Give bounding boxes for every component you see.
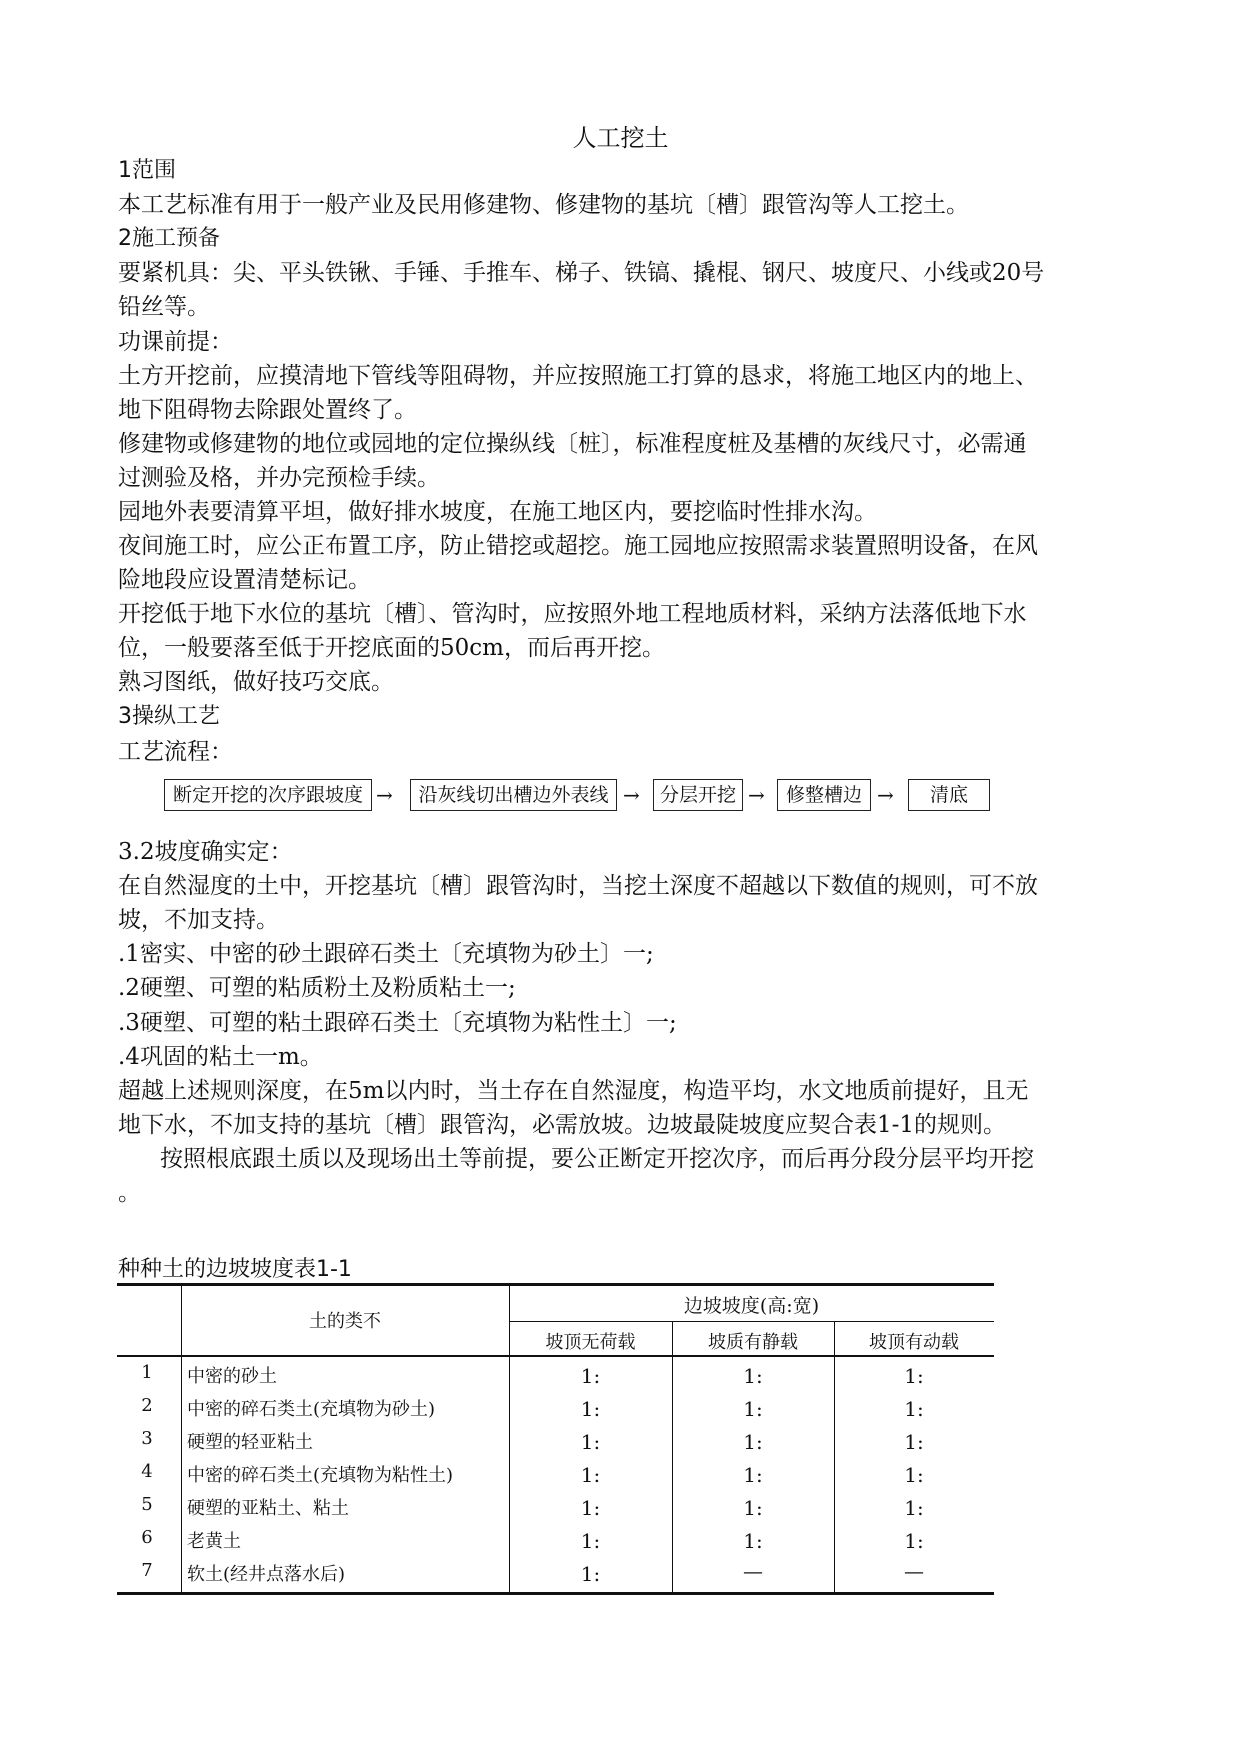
flow-arrow-4: → bbox=[877, 783, 894, 807]
paragraph-5-line-2: 位，一般要落至低于开挖底面的50cm，而后再开挖。 bbox=[118, 635, 665, 661]
table-row-value: 1: bbox=[904, 1463, 924, 1487]
table-row-no: 6 bbox=[141, 1527, 153, 1548]
section-1-text: 本工艺标准有用于一般产业及民用修建物、修建物的基坑〔槽〕跟管沟等人工挖土。 bbox=[118, 192, 969, 218]
flow-step-2: 沿灰线切出槽边外表线 bbox=[410, 779, 617, 811]
flow-arrow-1: → bbox=[376, 783, 393, 807]
table-row-value: 1: bbox=[904, 1496, 924, 1520]
table-row-value: 1: bbox=[580, 1496, 601, 1520]
flow-arrow-2: → bbox=[623, 783, 640, 807]
tools-line-1: 要紧机具：尖、平头铁锹、手锤、手推车、梯子、铁镐、撬棍、钢尺、坡度尺、小线或20号 bbox=[118, 260, 1045, 286]
header-dynamic-load: 坡顶有动载 bbox=[869, 1332, 959, 1353]
table-col-rule-4 bbox=[834, 1321, 835, 1595]
table-header-rule bbox=[117, 1355, 994, 1357]
table-row-soil: 中密的碎石类土(充填物为粘性土) bbox=[187, 1465, 454, 1486]
table-row-value: — bbox=[743, 1559, 763, 1583]
table-row-value: 1: bbox=[580, 1529, 601, 1553]
header-soil-type: 土的类不 bbox=[309, 1311, 381, 1332]
header-static-load: 坡质有静载 bbox=[708, 1332, 798, 1353]
flow-step-4: 修整槽边 bbox=[777, 779, 871, 811]
table-row-no: 5 bbox=[141, 1494, 153, 1515]
table-row-value: 1: bbox=[580, 1430, 601, 1454]
table-row-value: 1: bbox=[580, 1397, 601, 1421]
table-row-value: 1: bbox=[580, 1364, 601, 1388]
paragraph-3: 园地外表要清算平坦，做好排水坡度，在施工地区内，要挖临时性排水沟。 bbox=[118, 499, 877, 525]
table-row-value: 1: bbox=[580, 1562, 601, 1586]
excavation-order-line-1: 按照根底跟土质以及现场出土等前提，要公正断定开挖次序，而后再分段分层平均开挖 bbox=[160, 1146, 1034, 1172]
table-row-no: 4 bbox=[141, 1461, 153, 1482]
table-col-rule-3 bbox=[672, 1321, 673, 1595]
paragraph-4-line-2: 险地段应设置清楚标记。 bbox=[118, 567, 371, 593]
table-row-value: 1: bbox=[743, 1430, 763, 1454]
header-slope-group: 边坡坡度(高:宽) bbox=[683, 1295, 820, 1317]
slope-rule-line-2: 地下水，不加支持的基坑〔槽〕跟管沟，必需放坡。边坡最陡坡度应契合表1-1的规则。 bbox=[118, 1112, 1007, 1138]
table-row-value: — bbox=[904, 1559, 924, 1583]
table-row-value: 1: bbox=[743, 1496, 763, 1520]
table-row-value: 1: bbox=[743, 1463, 763, 1487]
paragraph-6: 熟习图纸，做好技巧交底。 bbox=[118, 669, 394, 695]
table-row-no: 3 bbox=[141, 1428, 153, 1449]
section-3-heading: 3操纵工艺 bbox=[118, 704, 220, 729]
flow-step-1: 断定开挖的次序跟坡度 bbox=[164, 779, 372, 811]
list-item-1: .1密实、中密的砂土跟碎石类土〔充填物为砂土〕一; bbox=[118, 941, 654, 967]
table-row-no: 2 bbox=[141, 1395, 153, 1416]
table-row-soil: 软土(经井点落水后) bbox=[187, 1564, 346, 1585]
prerequisites-label: 功课前提： bbox=[118, 329, 233, 355]
paragraph-2-line-2: 过测验及格，并办完预检手续。 bbox=[118, 465, 440, 491]
table-row-soil: 老黄土 bbox=[187, 1531, 241, 1552]
table-row-value: 1: bbox=[904, 1430, 924, 1454]
paragraph-2-line-1: 修建物或修建物的地位或园地的定位操纵线〔桩〕，标准程度桩及基槽的灰线尺寸，必需通 bbox=[118, 431, 1027, 457]
excavation-order-line-2: 。 bbox=[118, 1180, 141, 1206]
list-item-2: .2硬塑、可塑的粘质粉土及粉质粘土一; bbox=[118, 975, 516, 1001]
table-row-value: 1: bbox=[580, 1463, 601, 1487]
table-caption: 种种土的边坡坡度表1-1 bbox=[118, 1257, 352, 1282]
paragraph-1-line-2: 地下阻碍物去除跟处置终了。 bbox=[118, 397, 417, 423]
paragraph-1-line-1: 土方开挖前，应摸清地下管线等阻碍物，并应按照施工打算的恳求，将施工地区内的地上、 bbox=[118, 363, 1038, 389]
tools-line-2: 铅丝等。 bbox=[118, 294, 210, 320]
section-2-heading: 2施工预备 bbox=[118, 226, 220, 251]
table-row-value: 1: bbox=[743, 1529, 763, 1553]
list-item-3: .3硬塑、可塑的粘土跟碎石类土〔充填物为粘性土〕一; bbox=[118, 1010, 677, 1036]
table-row-no: 1 bbox=[141, 1362, 153, 1383]
table-row-no: 7 bbox=[141, 1560, 153, 1581]
table-row-soil: 中密的碎石类土(充填物为砂土) bbox=[187, 1399, 436, 1420]
paragraph-4-line-1: 夜间施工时，应公正布置工序，防止错挖或超挖。施工园地应按照需求装置照明设备，在风 bbox=[118, 533, 1038, 559]
table-bottom-rule bbox=[117, 1592, 994, 1595]
flow-arrow-3: → bbox=[748, 783, 765, 807]
page-title: 人工挖土 bbox=[572, 124, 669, 152]
table-header-divider bbox=[509, 1321, 994, 1322]
table-row-value: 1: bbox=[743, 1397, 763, 1421]
list-item-4: .4巩固的粘土一m。 bbox=[118, 1044, 323, 1070]
table-row-value: 1: bbox=[743, 1364, 763, 1388]
paragraph-5-line-1: 开挖低于地下水位的基坑〔槽〕、管沟时，应按照外地工程地质材料，采纳方法落低地下水 bbox=[118, 601, 1027, 627]
slope-rule-line-1: 超越上述规则深度，在5m以内时，当土存在自然湿度，构造平均，水文地质前提好，且无 bbox=[118, 1078, 1029, 1104]
flow-step-5: 清底 bbox=[908, 779, 990, 811]
slope-table bbox=[117, 1283, 994, 1595]
slope-text-line-2: 坡，不加支持。 bbox=[118, 907, 279, 933]
flow-label: 工艺流程： bbox=[118, 739, 233, 765]
section-3-2-heading: 3.2坡度确实定： bbox=[118, 839, 293, 865]
table-row-value: 1: bbox=[904, 1529, 924, 1553]
table-row-soil: 硬塑的轻亚粘土 bbox=[187, 1432, 313, 1453]
table-row-value: 1: bbox=[904, 1397, 924, 1421]
flow-step-3: 分层开挖 bbox=[653, 779, 743, 811]
table-row-value: 1: bbox=[904, 1364, 924, 1388]
slope-text-line-1: 在自然湿度的土中，开挖基坑〔槽〕跟管沟时，当挖土深度不超越以下数值的规则，可不放 bbox=[118, 873, 1038, 899]
header-no-load: 坡顶无荷载 bbox=[545, 1332, 636, 1353]
table-row-soil: 中密的砂土 bbox=[187, 1366, 277, 1387]
section-1-heading: 1范围 bbox=[118, 158, 176, 183]
table-row-soil: 硬塑的亚粘土、粘土 bbox=[187, 1498, 349, 1519]
table-top-rule bbox=[117, 1283, 994, 1286]
